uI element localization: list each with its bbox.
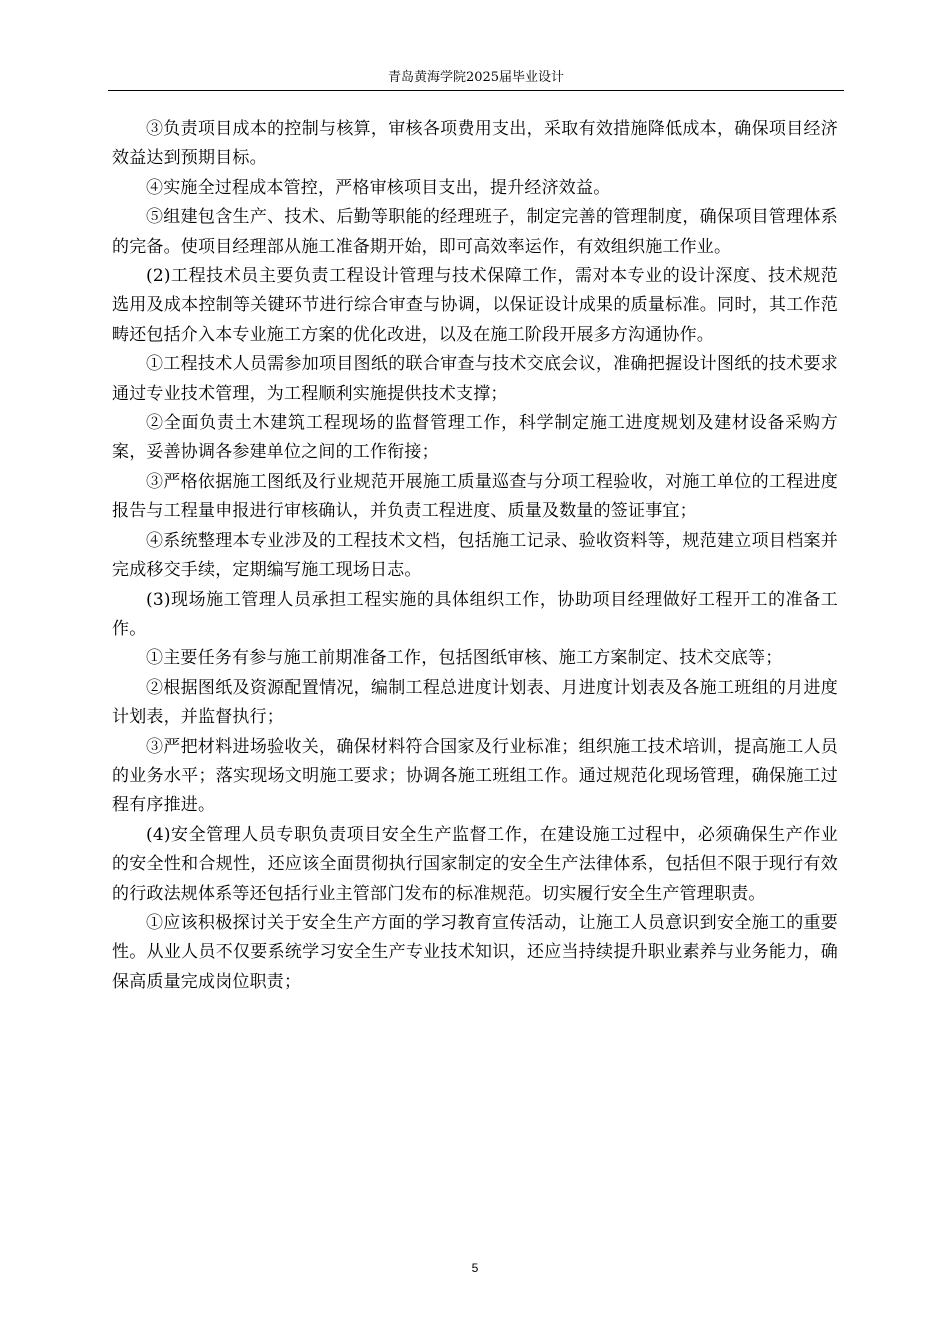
paragraph: ③严把材料进场验收关，确保材料符合国家及行业标准；组织施工技术培训，提高施工人员的业务水平；落实现场文明施工要求；协调各施工班组工作。通过规范化现场管理，确保施工过程有序推进。 <box>112 736 838 816</box>
paragraph: (3)现场施工管理人员承担工程实施的具体组织工作，协助项目经理做好工程开工的准备工作。 <box>112 589 838 639</box>
document-body <box>112 115 838 997</box>
page-number: 5 <box>471 1261 479 1275</box>
paragraph: ③负责项目成本的控制与核算，审核各项费用支出，采取有效措施降低成本，确保项目经济效益达到预期目标。 <box>112 119 838 169</box>
paragraph: ①主要任务有参与施工前期准备工作，包括图纸审核、施工方案制定、技术交底等； <box>146 648 783 669</box>
paragraph: (2)工程技术员主要负责工程设计管理与技术保障工作，需对本专业的设计深度、技术规范选用及成本控制等关键环节进行综合审查与协调，以保证设计成果的质量标准。同时，其工作范畴还包括介入本专业施工方案的优化改进，以及在施工阶段开展多方沟通协作。 <box>112 266 838 345</box>
paragraph: ②根据图纸及资源配置情况，编制工程总进度计划表、月进度计划表及各施工班组的月进度计划表，并监督执行； <box>112 677 838 728</box>
paragraph: ①应该积极探讨关于安全生产方面的学习教育宣传活动，让施工人员意识到安全施工的重要性。从业人员不仅要系统学习安全生产专业技术知识，还应当持续提升职业素养与业务能力，确保高质量完成岗位职责； <box>112 912 838 992</box>
paragraph: (4)安全管理人员专职负责项目安全生产监督工作，在建设施工过程中，必须确保生产作业的安全性和合规性，还应该全面贯彻执行国家制定的安全生产法律体系，包括但不限于现行有效的行政法规体系等还包括行业主管部门发布的标准规范。切实履行安全生产管理职责。 <box>112 824 838 904</box>
paragraph: ①工程技术人员需参加项目图纸的联合审查与技术交底会议，准确把握设计图纸的技术要求通过专业技术管理，为工程顺利实施提供技术支撑； <box>112 354 838 404</box>
header-divider <box>108 90 844 91</box>
paragraph: ④实施全过程成本管控，严格审核项目支出，提升经济效益。 <box>146 177 611 198</box>
page-header-title: 青岛黄海学院2025届毕业设计 <box>387 70 565 85</box>
paragraph: ③严格依据施工图纸及行业规范开展施工质量巡查与分项工程验收，对施工单位的工程进度报告与工程量申报进行审核确认，并负责工程进度、质量及数量的签证事宜； <box>112 471 838 522</box>
paragraph: ④系统整理本专业涉及的工程技术文档，包括施工记录、验收资料等，规范建立项目档案并完成移交手续，定期编写施工现场日志。 <box>112 530 838 581</box>
paragraph: ②全面负责土木建筑工程现场的监督管理工作，科学制定施工进度规划及建材设备采购方案，妥善协调各参建单位之间的工作衔接； <box>112 413 838 463</box>
paragraph: ⑤组建包含生产、技术、后勤等职能的经理班子，制定完善的管理制度，确保项目管理体系的完备。使项目经理部从施工准备期开始，即可高效率运作，有效组织施工作业。 <box>112 207 838 257</box>
